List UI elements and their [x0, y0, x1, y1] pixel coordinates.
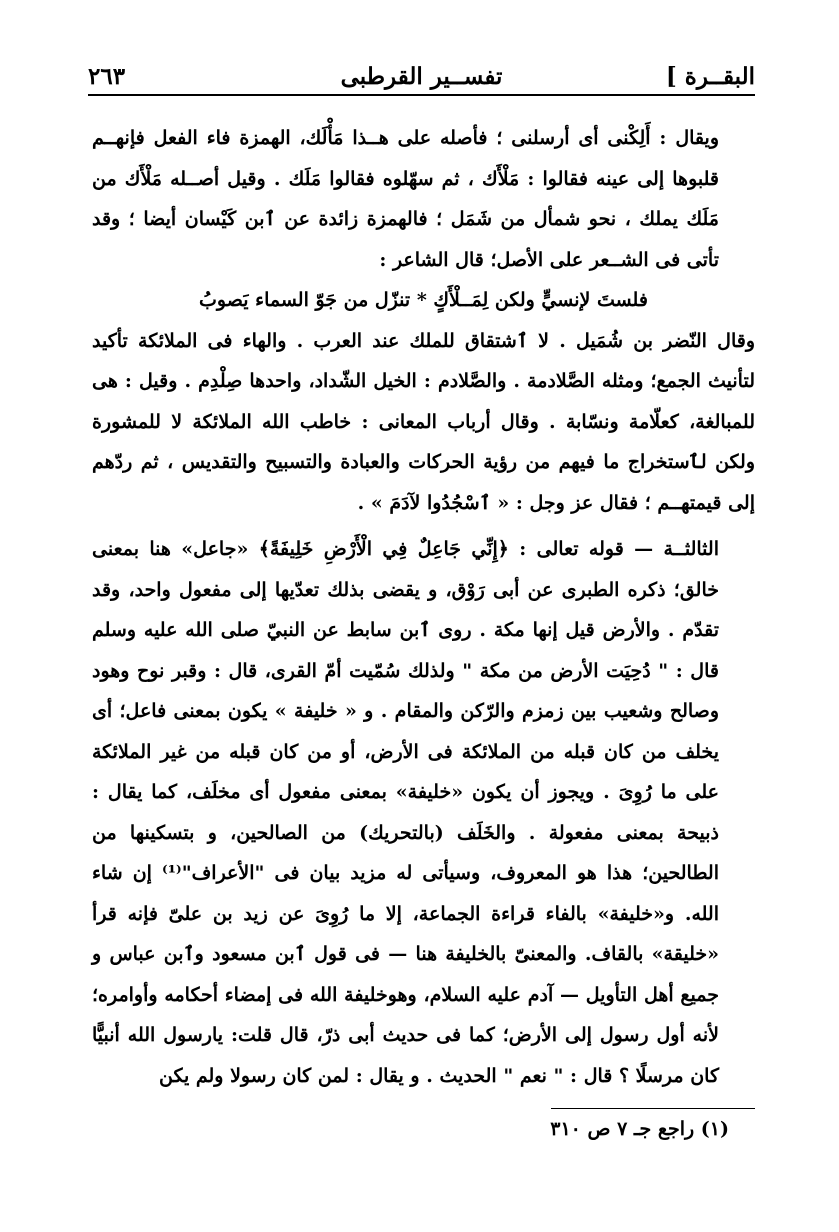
- header-book-title: تفســير القرطبى: [340, 63, 503, 90]
- paragraph-third-issue: الثالثــة — قوله تعالى : ﴿إِنِّي جَاعِلٌ فِي الْأَرْضِ خَلِيفَةً﴾ «جاعل» هنا بمعنى خالق؛ ذكره الطبرى عن أبى رَوْق، و يقضى بذلك تعدّيها إلى مفعول واحد، وقد تقدّم . والأرض قيل إنها مكة . روى ٱبن سابط عن النبيّ صلى الله عليه وسلم قال : " دُحِيَت الأرض من مكة " ولذلك سُمّيت أمّ القرى، قال : وقبر نوح وهود وصالح وشعيب بين زمزم والرّكن والمقام . و « خليفة » يكون بمعنى فاعل؛ أى يخلف من كان قبله من الملائكة فى الأرض، أو من كان قبله من غير الملائكة على ما رُوِىَ . ويجوز أن يكون «خليفة» بمعنى مفعول أى مخلَف، كما يقال : ذبيحة بمعنى مفعولة . والخَلَف (بالتحريك) من الصالحين، و بتسكينها من الطالحين؛ هذا هو المعروف، وسيأتى له مزيد بيان فى "الأعراف"⁽¹⁾ إن شاء الله. و«خليفة» بالفاء قراءة الجماعة، إلا ما رُوِىَ عن زيد بن علىّ فإنه قرأ «خليقة» بالقاف. والمعنىّ بالخليفة هنا — فى قول ٱبن مسعود وٱبن عباس و جميع أهل التأويل — آدم عليه السلام، وهوخليفة الله فى إمضاء أحكامه وأوامره؛ لأنه أول رسول إلى الأرض؛ كما فى حديث أبى ذرّ، قال قلت: يارسول الله أنبيًّا كان مرسلًا ؟ قال : " نعم " الحديث . و يقال : لمن كان رسولا ولم يكن: [92, 538, 719, 1087]
- page-number: ٢٦٣: [88, 63, 126, 90]
- footnote-divider: [551, 1108, 755, 1109]
- page-body: [92, 118, 755, 1096]
- footnote: (١) راجع جـ ٧ ص ٣١٠: [550, 1118, 729, 1140]
- paragraph-malak-etymology: ويقال : أَلِكْنى أى أرسلنى ؛ فأصله على هــذا مَأْلَك، الهمزة فاء الفعل فإنهــم قلبوها إلى عينه فقالوا : مَلْأَك ، ثم سهّلوه فقالوا مَلَك . وقيل أصــله مَلْأَك من مَلَك يملك ، نحو شمأل من شَمَل ؛ فالهمزة زائدة عن ٱبن كَيْسان أيضا ؛ وقد تأتى فى الشــعر على الأصل؛ قال الشاعر :: [92, 127, 719, 271]
- header-chapter-title: البقــرة ]: [665, 63, 755, 90]
- paragraph-nadr-quote: وقال النّضر بن شُمَيل . لا ٱشتقاق للملك عند العرب . والهاء فى الملائكة تأكيد لتأنيث الجمع؛ ومثله الصَّلادمة . والصَّلادم : الخيل الشّداد، واحدها صِلْدِم . وقيل : هى للمبالغة، كعلّامة ونسّابة . وقال أرباب المعانى : خاطب الله الملائكة لا للمشورة ولكن لٱستخراج ما فيهم من رؤية الحركات والعبادة والتسبيح والتقديس ، ثم ردّهم إلى قيمتهــم ؛ فقال عز وجل : « ٱسْجُدُوا لآدَمَ » .: [92, 329, 755, 514]
- page-header: [88, 44, 755, 96]
- poetry-verse: فلستَ لإنسيٍّ ولكن لِمَــلْأَكٍ * تنزّل من جَوّ السماء يَصوبُ: [199, 289, 648, 311]
